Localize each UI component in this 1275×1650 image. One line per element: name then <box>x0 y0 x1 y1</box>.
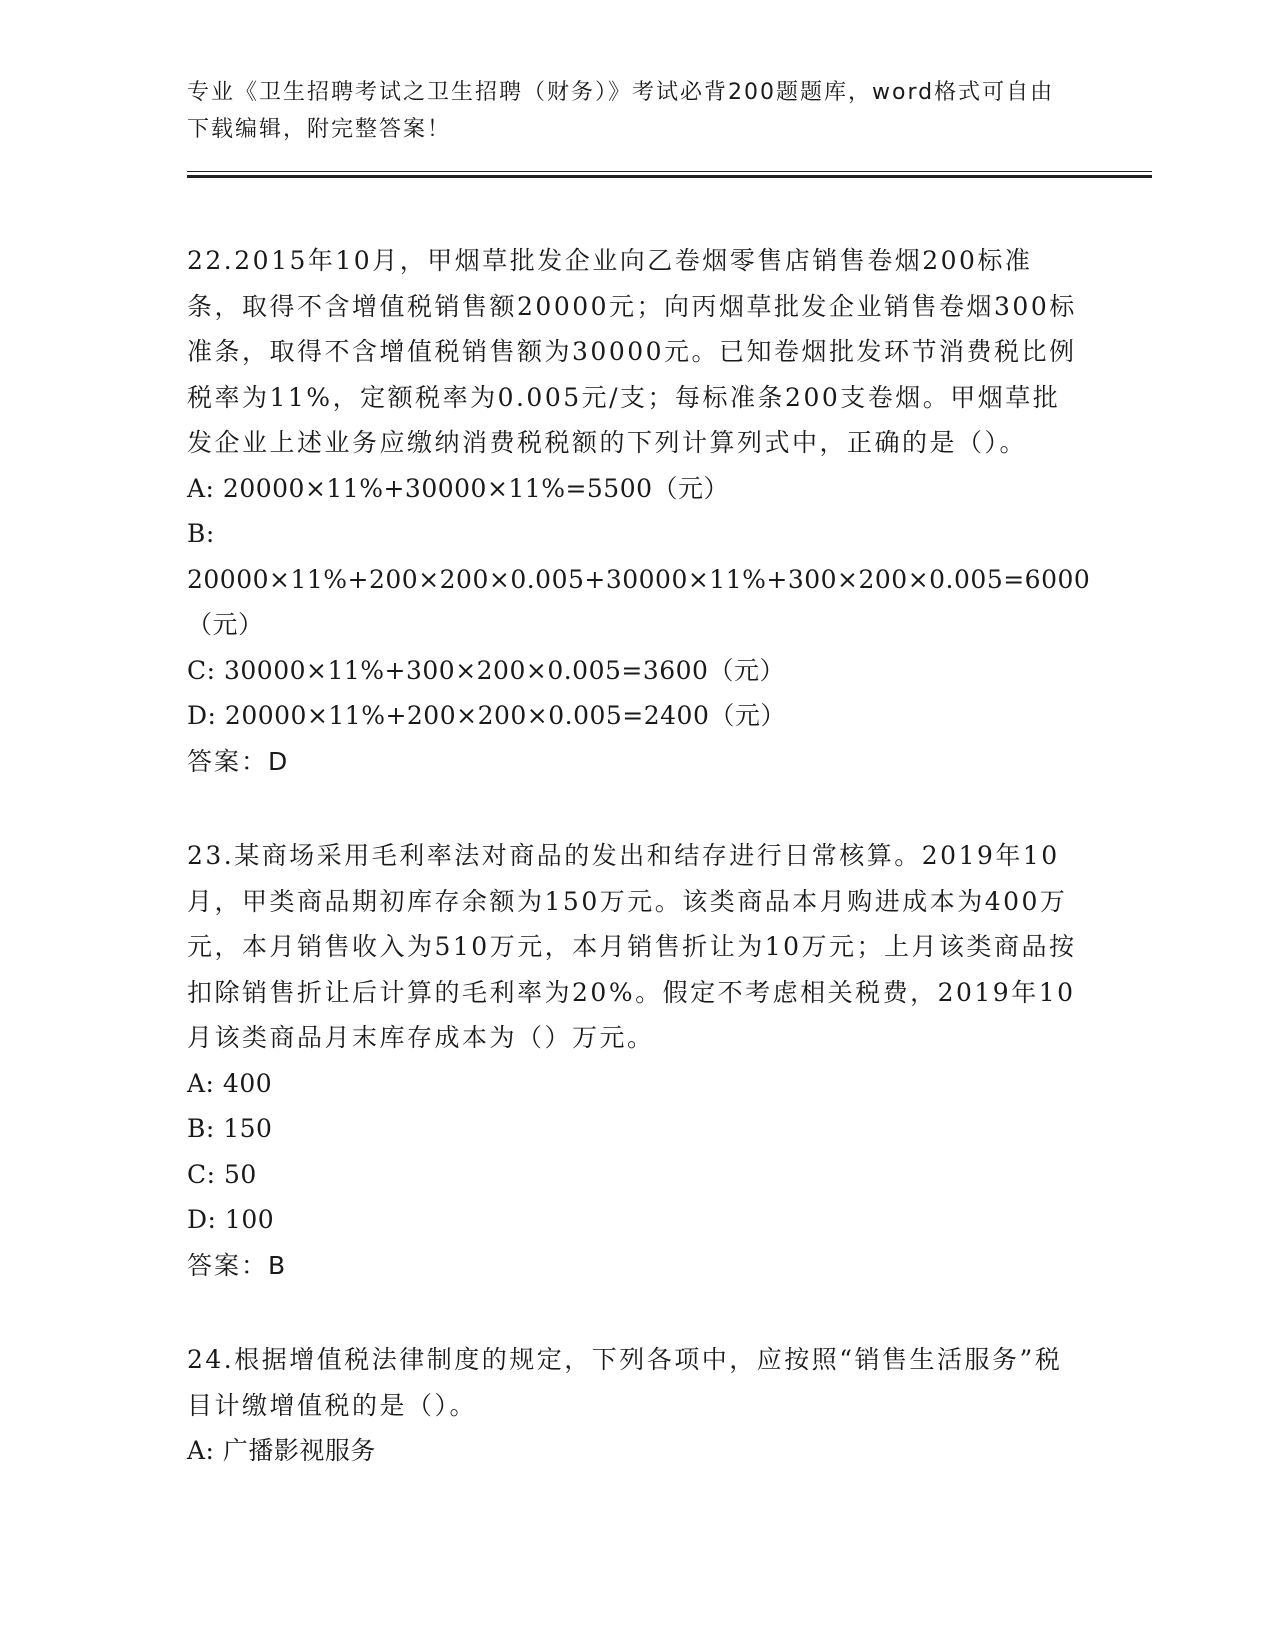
answer-line: 答案：D <box>187 746 290 776</box>
option-a: A: 广播影视服务 <box>187 1436 376 1465</box>
question-22 <box>187 238 1091 784</box>
option-b: B: 150 <box>187 1114 273 1143</box>
option-d: D: 20000×11%+200×200×0.005=2400（元） <box>187 701 786 730</box>
header-divider-thin <box>187 171 1152 172</box>
option-a: A: 400 <box>187 1068 273 1098</box>
question-stem: 22.2015年10月，甲烟草批发企业向乙卷烟零售店销售卷烟200标准条，取得不含增值税销售额20000元；向丙烟草批发企业销售卷烟300标准条，取得不含增值税销售额为30000元。已知卷烟批发环节消费税比例税率为11%，定额税率为0.005元/支；每标准条200支卷烟。甲烟草批发企业上述业务应缴纳消费税税额的下列计算列式中，正确的是（）。 <box>187 246 1077 457</box>
answer-line: 答案：B <box>187 1250 288 1280</box>
question-spacer <box>187 1288 1087 1337</box>
option-d: D: 100 <box>187 1205 275 1234</box>
option-c: C: 30000×11%+300×200×0.005=3600（元） <box>187 655 785 685</box>
question-24 <box>187 1337 1087 1474</box>
document-header: 专业《卫生招聘考试之卫生招聘（财务）》考试必背200题题库，word格式可自由下载编辑，附完整答案！ <box>187 80 1055 142</box>
option-c: C: 50 <box>187 1159 257 1189</box>
question-list <box>187 238 1091 1474</box>
question-stem: 24.根据增值税法律制度的规定，下列各项中，应按照“销售生活服务”税目计缴增值税的是（）。 <box>187 1345 1063 1420</box>
header-divider-thick <box>187 175 1152 178</box>
question-23 <box>187 833 1087 1288</box>
question-stem: 23.某商场采用毛利率法对商品的发出和结存进行日常核算。2019年10月，甲类商品期初库存余额为150万元。该类商品本月购进成本为400万元，本月销售收入为510万元，本月销售折让为10万元；上月该类商品按扣除销售折让后计算的毛利率为20%。假定不考虑相关税费，2019年10月该类商品月末库存成本为（）万元。 <box>187 841 1077 1052</box>
option-a: A: 20000×11%+30000×11%=5500（元） <box>187 473 730 503</box>
question-spacer <box>187 784 1087 833</box>
option-b: B: 20000×11%+200×200×0.005+30000×11%+300×200×0.005=6000（元） <box>187 519 1091 639</box>
